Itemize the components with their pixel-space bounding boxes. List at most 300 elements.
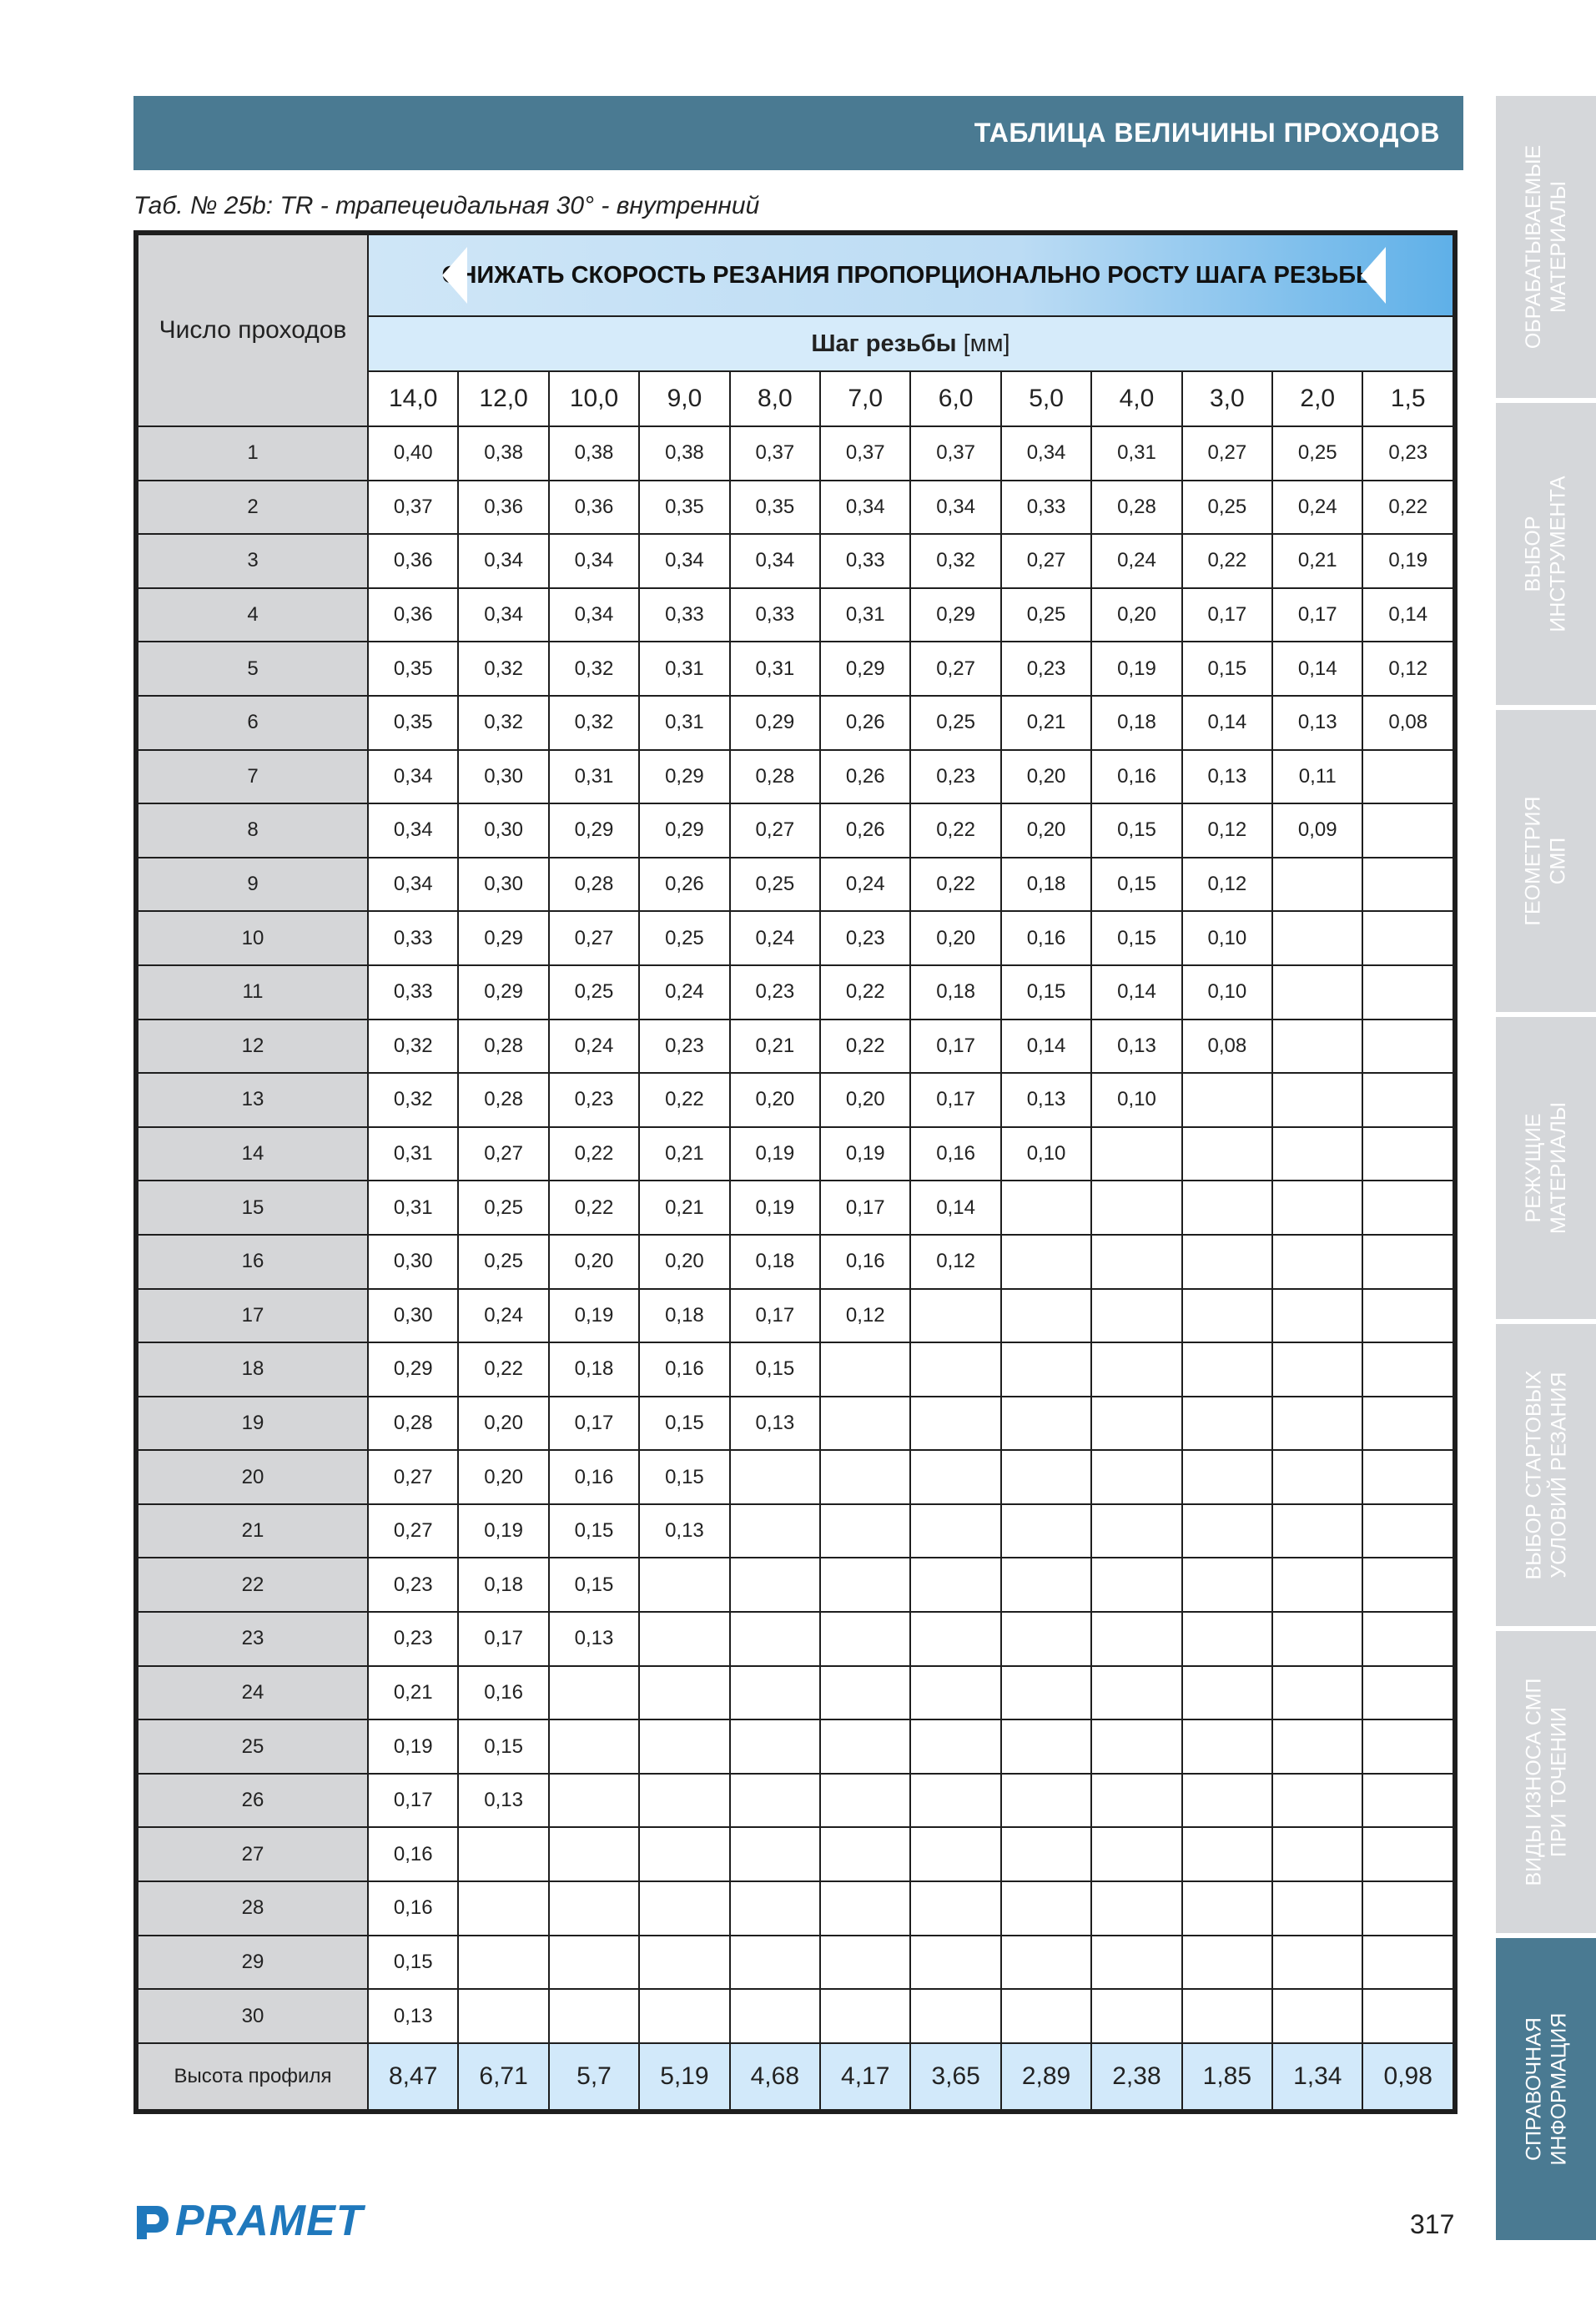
side-tab[interactable] (1496, 1631, 1596, 1933)
pitch-label: Шаг резьбы (811, 330, 957, 357)
pass-number: 10 (138, 911, 368, 965)
depth-value-cell: 0,25 (549, 965, 639, 1020)
depth-value-cell (820, 1450, 910, 1504)
depth-value-cell: 0,17 (910, 1020, 1000, 1074)
depth-value-cell (910, 1719, 1000, 1774)
depth-value-cell (820, 1936, 910, 1990)
depth-value-cell (1182, 1719, 1272, 1774)
depth-value-cell (1182, 1827, 1272, 1881)
pass-number: 17 (138, 1289, 368, 1343)
depth-value-cell (1362, 1450, 1453, 1504)
depth-value-cell: 0,37 (368, 481, 458, 535)
depth-value-cell: 0,15 (1182, 642, 1272, 696)
table-row (138, 1289, 1453, 1343)
profile-height-value: 4,68 (730, 2043, 820, 2110)
depth-value-cell: 0,34 (639, 534, 729, 588)
depth-value-cell (549, 1936, 639, 1990)
profile-height-value: 5,19 (639, 2043, 729, 2110)
depth-value-cell: 0,16 (549, 1450, 639, 1504)
depth-value-cell: 0,23 (730, 965, 820, 1020)
depth-value-cell: 0,27 (368, 1504, 458, 1558)
depth-value-cell: 0,25 (1001, 588, 1091, 642)
side-tab[interactable] (1496, 96, 1596, 398)
pramet-logo (133, 2198, 364, 2244)
depth-value-cell (730, 1558, 820, 1612)
depth-value-cell: 0,15 (549, 1558, 639, 1612)
depth-value-cell: 0,38 (458, 426, 548, 481)
depth-value-cell (730, 1936, 820, 1990)
pitch-value: 4,0 (1091, 371, 1181, 426)
depth-value-cell: 0,29 (458, 965, 548, 1020)
depth-value-cell: 0,30 (458, 750, 548, 804)
depth-value-cell: 0,22 (549, 1181, 639, 1235)
depth-value-cell: 0,37 (730, 426, 820, 481)
depth-value-cell: 0,18 (730, 1235, 820, 1289)
side-tab[interactable] (1496, 1938, 1596, 2240)
depth-value-cell (1272, 1504, 1362, 1558)
depth-value-cell: 0,34 (730, 534, 820, 588)
depth-value-cell (1091, 1397, 1181, 1451)
depth-value-cell: 0,18 (910, 965, 1000, 1020)
depth-value-cell: 0,31 (1091, 426, 1181, 481)
depth-value-cell (1272, 1666, 1362, 1720)
pass-number: 3 (138, 534, 368, 588)
depth-value-cell (910, 1397, 1000, 1451)
pitch-value: 7,0 (820, 371, 910, 426)
depth-value-cell: 0,28 (458, 1020, 548, 1074)
depth-value-cell: 0,15 (1091, 803, 1181, 858)
pitch-header (368, 316, 1453, 371)
depth-value-cell: 0,25 (458, 1235, 548, 1289)
passes-table-frame (133, 230, 1458, 2114)
depth-value-cell (549, 1827, 639, 1881)
depth-value-cell (1272, 1719, 1362, 1774)
depth-value-cell (730, 1666, 820, 1720)
depth-value-cell: 0,15 (458, 1719, 548, 1774)
depth-value-cell: 0,34 (368, 750, 458, 804)
depth-value-cell: 0,34 (458, 588, 548, 642)
depth-value-cell (910, 1504, 1000, 1558)
depth-value-cell (1091, 1989, 1181, 2043)
depth-value-cell (820, 1666, 910, 1720)
depth-value-cell (1362, 1181, 1453, 1235)
profile-height-value: 1,85 (1182, 2043, 1272, 2110)
depth-value-cell (1272, 1936, 1362, 1990)
depth-value-cell (1001, 1181, 1091, 1235)
depth-value-cell (820, 1774, 910, 1828)
depth-value-cell (1091, 1450, 1181, 1504)
depth-value-cell: 0,20 (730, 1073, 820, 1127)
depth-value-cell (1182, 1666, 1272, 1720)
depth-value-cell: 0,27 (368, 1450, 458, 1504)
side-tab[interactable] (1496, 1017, 1596, 1319)
depth-value-cell: 0,15 (639, 1450, 729, 1504)
table-row (138, 858, 1453, 912)
depth-value-cell (1272, 1073, 1362, 1127)
depth-value-cell: 0,09 (1272, 803, 1362, 858)
depth-value-cell: 0,36 (458, 481, 548, 535)
speed-reduction-banner (368, 234, 1453, 316)
depth-value-cell (458, 1936, 548, 1990)
depth-value-cell: 0,22 (820, 965, 910, 1020)
depth-value-cell (1001, 1397, 1091, 1451)
depth-value-cell: 0,13 (368, 1989, 458, 2043)
depth-value-cell: 0,17 (1182, 588, 1272, 642)
depth-value-cell: 0,29 (368, 1342, 458, 1397)
depth-value-cell (730, 1504, 820, 1558)
depth-value-cell (1091, 1612, 1181, 1666)
depth-value-cell: 0,21 (730, 1020, 820, 1074)
depth-value-cell (639, 1558, 729, 1612)
depth-value-cell (1182, 1342, 1272, 1397)
depth-value-cell (639, 1881, 729, 1936)
side-tab[interactable] (1496, 710, 1596, 1012)
depth-value-cell: 0,12 (820, 1289, 910, 1343)
depth-value-cell: 0,27 (1001, 534, 1091, 588)
depth-value-cell: 0,24 (730, 911, 820, 965)
pass-number: 27 (138, 1827, 368, 1881)
table-row (138, 1827, 1453, 1881)
profile-height-label: Высота профиля (138, 2043, 368, 2110)
pitch-value: 3,0 (1182, 371, 1272, 426)
pass-number: 25 (138, 1719, 368, 1774)
depth-value-cell: 0,15 (1091, 911, 1181, 965)
depth-value-cell (1091, 1181, 1181, 1235)
depth-value-cell: 0,33 (1001, 481, 1091, 535)
depth-value-cell: 0,25 (1272, 426, 1362, 481)
depth-value-cell: 0,28 (730, 750, 820, 804)
depth-value-cell: 0,24 (639, 965, 729, 1020)
depth-value-cell (458, 1881, 548, 1936)
depth-value-cell: 0,19 (1091, 642, 1181, 696)
depth-value-cell: 0,29 (820, 642, 910, 696)
depth-value-cell (820, 1827, 910, 1881)
side-tab[interactable] (1496, 403, 1596, 705)
pitch-unit: [мм] (963, 330, 1010, 357)
depth-value-cell: 0,18 (458, 1558, 548, 1612)
depth-value-cell: 0,20 (1001, 803, 1091, 858)
depth-value-cell: 0,26 (639, 858, 729, 912)
profile-height-value: 1,34 (1272, 2043, 1362, 2110)
depth-value-cell: 0,28 (1091, 481, 1181, 535)
depth-value-cell (1182, 1881, 1272, 1936)
depth-value-cell: 0,34 (820, 481, 910, 535)
table-row (138, 1450, 1453, 1504)
depth-value-cell: 0,19 (549, 1289, 639, 1343)
profile-height-value: 2,38 (1091, 2043, 1181, 2110)
depth-value-cell: 0,19 (820, 1127, 910, 1181)
pass-number: 26 (138, 1774, 368, 1828)
pass-number: 4 (138, 588, 368, 642)
depth-value-cell: 0,32 (368, 1020, 458, 1074)
depth-value-cell: 0,26 (820, 803, 910, 858)
depth-value-cell: 0,16 (1091, 750, 1181, 804)
depth-value-cell (1001, 1936, 1091, 1990)
depth-value-cell: 0,36 (549, 481, 639, 535)
depth-value-cell: 0,25 (1182, 481, 1272, 535)
table-row (138, 642, 1453, 696)
pass-number: 15 (138, 1181, 368, 1235)
depth-value-cell: 0,34 (368, 803, 458, 858)
depth-value-cell (1182, 1989, 1272, 2043)
depth-value-cell (910, 1774, 1000, 1828)
depth-value-cell (820, 1881, 910, 1936)
depth-value-cell (1001, 1774, 1091, 1828)
depth-value-cell: 0,32 (458, 696, 548, 750)
depth-value-cell: 0,29 (549, 803, 639, 858)
depth-value-cell: 0,15 (549, 1504, 639, 1558)
depth-value-cell: 0,14 (1272, 642, 1362, 696)
depth-value-cell (910, 1558, 1000, 1612)
table-row (138, 1936, 1453, 1990)
depth-value-cell: 0,31 (639, 642, 729, 696)
depth-value-cell: 0,22 (1362, 481, 1453, 535)
table-body (138, 426, 1453, 2110)
depth-value-cell (549, 1989, 639, 2043)
depth-value-cell: 0,34 (549, 588, 639, 642)
depth-value-cell: 0,17 (368, 1774, 458, 1828)
depth-value-cell: 0,13 (1182, 750, 1272, 804)
table-row (138, 426, 1453, 481)
depth-value-cell: 0,19 (458, 1504, 548, 1558)
depth-value-cell: 0,18 (549, 1342, 639, 1397)
depth-value-cell (458, 1827, 548, 1881)
pass-number: 6 (138, 696, 368, 750)
pass-number: 8 (138, 803, 368, 858)
depth-value-cell (1272, 1558, 1362, 1612)
depth-value-cell: 0,35 (639, 481, 729, 535)
depth-value-cell (639, 1612, 729, 1666)
depth-value-cell (1272, 1450, 1362, 1504)
depth-value-cell (1091, 1289, 1181, 1343)
page-title: ТАБЛИЦА ВЕЛИЧИНЫ ПРОХОДОВ (974, 118, 1440, 148)
pramet-logo-icon (133, 2201, 170, 2241)
depth-value-cell: 0,12 (1362, 642, 1453, 696)
depth-value-cell (1362, 1936, 1453, 1990)
depth-value-cell: 0,31 (549, 750, 639, 804)
depth-value-cell: 0,24 (549, 1020, 639, 1074)
depth-value-cell (910, 1881, 1000, 1936)
depth-value-cell (1091, 1558, 1181, 1612)
depth-value-cell: 0,34 (549, 534, 639, 588)
depth-value-cell: 0,17 (458, 1612, 548, 1666)
table-row (138, 1020, 1453, 1074)
depth-value-cell (1182, 1504, 1272, 1558)
arrow-left-icon (442, 247, 467, 304)
depth-value-cell: 0,32 (549, 696, 639, 750)
depth-value-cell: 0,24 (1091, 534, 1181, 588)
table-caption: Таб. № 25b: TR - трапецеидальная 30° - внутренний (133, 192, 760, 219)
depth-value-cell: 0,10 (1182, 911, 1272, 965)
depth-value-cell: 0,23 (1362, 426, 1453, 481)
depth-value-cell (1001, 1289, 1091, 1343)
depth-value-cell: 0,23 (368, 1558, 458, 1612)
table-row (138, 965, 1453, 1020)
depth-value-cell: 0,22 (458, 1342, 548, 1397)
depth-value-cell: 0,32 (368, 1073, 458, 1127)
depth-value-cell (1091, 1504, 1181, 1558)
depth-value-cell (1362, 1558, 1453, 1612)
depth-value-cell: 0,23 (910, 750, 1000, 804)
depth-value-cell: 0,16 (639, 1342, 729, 1397)
depth-value-cell (1182, 1774, 1272, 1828)
pitch-value: 14,0 (368, 371, 458, 426)
depth-value-cell: 0,12 (1182, 803, 1272, 858)
table-row (138, 481, 1453, 535)
depth-value-cell (1182, 1558, 1272, 1612)
table-row (138, 1989, 1453, 2043)
depth-value-cell (1182, 1936, 1272, 1990)
depth-value-cell: 0,20 (820, 1073, 910, 1127)
depth-value-cell (1091, 1881, 1181, 1936)
depth-value-cell (1182, 1289, 1272, 1343)
passes-table (137, 234, 1454, 2111)
depth-value-cell (1272, 1774, 1362, 1828)
depth-value-cell (1362, 911, 1453, 965)
depth-value-cell: 0,23 (820, 911, 910, 965)
depth-value-cell (1362, 1073, 1453, 1127)
pass-number: 28 (138, 1881, 368, 1936)
depth-value-cell (1001, 1342, 1091, 1397)
depth-value-cell (1362, 1342, 1453, 1397)
depth-value-cell (1001, 1558, 1091, 1612)
depth-value-cell: 0,20 (1001, 750, 1091, 804)
depth-value-cell: 0,22 (910, 803, 1000, 858)
depth-value-cell: 0,30 (368, 1289, 458, 1343)
depth-value-cell (639, 1774, 729, 1828)
depth-value-cell: 0,38 (549, 426, 639, 481)
pass-number: 18 (138, 1342, 368, 1397)
depth-value-cell: 0,20 (458, 1397, 548, 1451)
depth-value-cell: 0,30 (368, 1235, 458, 1289)
depth-value-cell (1272, 1127, 1362, 1181)
depth-value-cell (639, 1989, 729, 2043)
depth-value-cell: 0,37 (910, 426, 1000, 481)
depth-value-cell: 0,16 (820, 1235, 910, 1289)
pass-number: 20 (138, 1450, 368, 1504)
depth-value-cell (1182, 1612, 1272, 1666)
table-row (138, 1666, 1453, 1720)
depth-value-cell: 0,38 (639, 426, 729, 481)
depth-value-cell (1091, 1127, 1181, 1181)
profile-height-value: 3,65 (910, 2043, 1000, 2110)
pitch-value: 2,0 (1272, 371, 1362, 426)
depth-value-cell: 0,29 (458, 911, 548, 965)
depth-value-cell: 0,16 (458, 1666, 548, 1720)
depth-value-cell (730, 1719, 820, 1774)
depth-value-cell: 0,22 (549, 1127, 639, 1181)
pass-number: 29 (138, 1936, 368, 1990)
depth-value-cell (458, 1989, 548, 2043)
depth-value-cell: 0,29 (639, 803, 729, 858)
depth-value-cell: 0,11 (1272, 750, 1362, 804)
depth-value-cell (1001, 1612, 1091, 1666)
depth-value-cell (549, 1774, 639, 1828)
table-row (138, 1774, 1453, 1828)
depth-value-cell: 0,25 (910, 696, 1000, 750)
table-row (138, 1397, 1453, 1451)
depth-value-cell: 0,29 (910, 588, 1000, 642)
depth-value-cell: 0,14 (1182, 696, 1272, 750)
depth-value-cell (910, 1342, 1000, 1397)
depth-value-cell (1362, 1881, 1453, 1936)
depth-value-cell: 0,13 (730, 1397, 820, 1451)
profile-height-value: 2,89 (1001, 2043, 1091, 2110)
depth-value-cell: 0,32 (549, 642, 639, 696)
side-tab-label: ВЫБОР ИНСТРУМЕНТА (1522, 476, 1571, 632)
table-row (138, 534, 1453, 588)
depth-value-cell: 0,35 (730, 481, 820, 535)
depth-value-cell (1272, 1397, 1362, 1451)
depth-value-cell: 0,12 (910, 1235, 1000, 1289)
table-row (138, 1342, 1453, 1397)
depth-value-cell (1272, 1235, 1362, 1289)
depth-value-cell: 0,13 (639, 1504, 729, 1558)
pass-number: 19 (138, 1397, 368, 1451)
depth-value-cell (1362, 1504, 1453, 1558)
side-tab[interactable] (1496, 1324, 1596, 1626)
depth-value-cell (1091, 1827, 1181, 1881)
profile-height-value: 4,17 (820, 2043, 910, 2110)
depth-value-cell: 0,34 (458, 534, 548, 588)
depth-value-cell (1182, 1235, 1272, 1289)
depth-value-cell (910, 1989, 1000, 2043)
depth-value-cell (1362, 1397, 1453, 1451)
depth-value-cell: 0,19 (730, 1127, 820, 1181)
depth-value-cell: 0,13 (1091, 1020, 1181, 1074)
depth-value-cell: 0,26 (820, 750, 910, 804)
depth-value-cell (1362, 1666, 1453, 1720)
depth-value-cell: 0,18 (1001, 858, 1091, 912)
depth-value-cell: 0,10 (1182, 965, 1272, 1020)
table-row (138, 1504, 1453, 1558)
depth-value-cell (1001, 1719, 1091, 1774)
depth-value-cell: 0,20 (639, 1235, 729, 1289)
pass-number: 5 (138, 642, 368, 696)
depth-value-cell: 0,28 (458, 1073, 548, 1127)
depth-value-cell (1272, 965, 1362, 1020)
depth-value-cell (1362, 1827, 1453, 1881)
depth-value-cell: 0,24 (820, 858, 910, 912)
depth-value-cell (1091, 1666, 1181, 1720)
depth-value-cell: 0,22 (820, 1020, 910, 1074)
depth-value-cell: 0,19 (730, 1181, 820, 1235)
table-row (138, 1235, 1453, 1289)
profile-height-value: 6,71 (458, 2043, 548, 2110)
table-row (138, 1073, 1453, 1127)
depth-value-cell: 0,33 (368, 911, 458, 965)
depth-value-cell (549, 1881, 639, 1936)
depth-value-cell: 0,17 (910, 1073, 1000, 1127)
depth-value-cell (1362, 1989, 1453, 2043)
depth-value-cell: 0,28 (549, 858, 639, 912)
depth-value-cell: 0,35 (368, 642, 458, 696)
depth-value-cell (639, 1666, 729, 1720)
depth-value-cell: 0,21 (639, 1127, 729, 1181)
depth-value-cell: 0,21 (639, 1181, 729, 1235)
depth-value-cell (1001, 1666, 1091, 1720)
depth-value-cell: 0,15 (730, 1342, 820, 1397)
depth-value-cell: 0,13 (458, 1774, 548, 1828)
depth-value-cell: 0,27 (1182, 426, 1272, 481)
depth-value-cell (1182, 1181, 1272, 1235)
depth-value-cell: 0,23 (549, 1073, 639, 1127)
depth-value-cell: 0,35 (368, 696, 458, 750)
depth-value-cell: 0,27 (730, 803, 820, 858)
depth-value-cell (1182, 1450, 1272, 1504)
depth-value-cell (1272, 1881, 1362, 1936)
depth-value-cell: 0,16 (910, 1127, 1000, 1181)
